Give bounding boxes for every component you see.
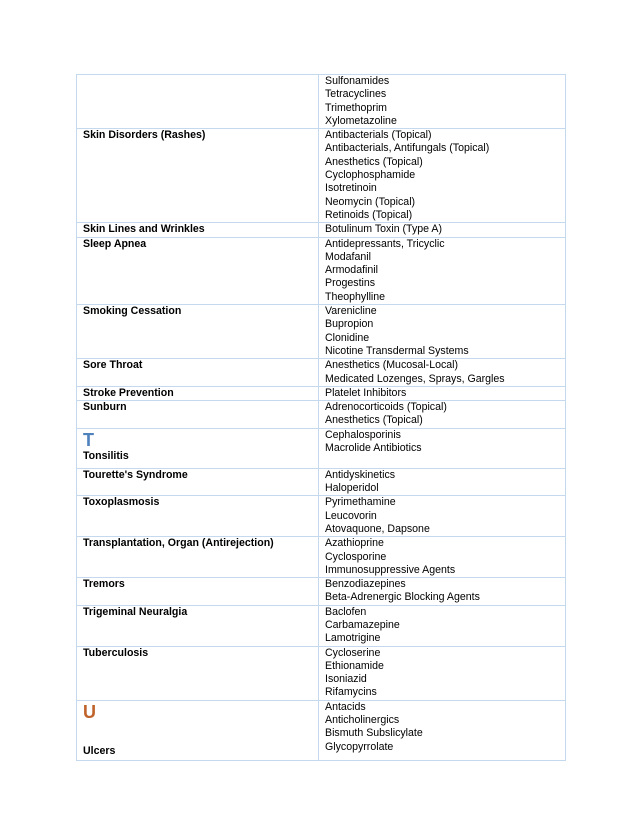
table-row (77, 129, 566, 223)
medication-item: Antidepressants, Tricyclic (325, 237, 445, 250)
medications-cell (319, 305, 566, 359)
medications-cell (319, 700, 566, 760)
table-row (77, 428, 566, 468)
condition-cell (77, 237, 319, 304)
medication-item: Beta-Adrenergic Blocking Agents (325, 591, 480, 604)
condition-cell (77, 75, 319, 129)
table-row (77, 75, 566, 129)
medication-item: Bupropion (325, 318, 374, 331)
condition-cell (77, 700, 319, 760)
condition-cell (77, 605, 319, 646)
condition-cell (77, 401, 319, 429)
condition-cell (77, 646, 319, 700)
medication-item: Isoniazid (325, 673, 367, 686)
medication-item: Retinoids (Topical) (325, 208, 413, 221)
medication-item: Glycopyrrolate (325, 740, 394, 753)
medications-cell (319, 496, 566, 537)
medication-item: Anesthetics (Topical) (325, 414, 423, 427)
medication-item: Cephalosporinis (325, 428, 401, 441)
condition-cell (77, 359, 319, 387)
medications-cell (319, 386, 566, 400)
medication-item: Armodafinil (325, 264, 378, 277)
medication-item: Azathioprine (325, 537, 384, 550)
medication-item: Medicated Lozenges, Sprays, Gargles (325, 372, 505, 385)
table-row (77, 386, 566, 400)
medication-item: Anticholinergics (325, 714, 400, 727)
medications-cell (319, 468, 566, 496)
condition-name: Transplantation, Organ (Antirejection) (83, 537, 274, 550)
table-body (77, 75, 566, 761)
medications-cell (319, 75, 566, 129)
medication-item: Adrenocorticoids (Topical) (325, 401, 447, 414)
medication-item: Bismuth Subslicylate (325, 727, 423, 740)
medications-cell (319, 428, 566, 468)
medication-item: Pyrimethamine (325, 496, 396, 509)
condition-cell (77, 305, 319, 359)
medication-item: Isotretinoin (325, 182, 377, 195)
medication-item: Botulinum Toxin (Type A) (325, 223, 442, 236)
condition-medication-table (76, 74, 566, 761)
condition-cell (77, 468, 319, 496)
condition-cell (77, 428, 319, 468)
section-letter: T (83, 429, 94, 450)
condition-name: Tuberculosis (83, 646, 149, 659)
table-row (77, 496, 566, 537)
table-row (77, 468, 566, 496)
medication-item: Leucovorin (325, 509, 377, 522)
medication-item: Neomycin (Topical) (325, 195, 416, 208)
medication-item: Anesthetics (Mucosal-Local) (325, 359, 459, 372)
medication-item: Rifamycins (325, 686, 377, 699)
medication-item: Clonidine (325, 331, 370, 344)
medication-item: Cyclosporine (325, 550, 387, 563)
medications-cell (319, 605, 566, 646)
medication-item: Atovaquone, Dapsone (325, 522, 430, 535)
table-row (77, 359, 566, 387)
condition-name: Skin Lines and Wrinkles (83, 223, 205, 236)
condition-name: Stroke Prevention (83, 386, 174, 399)
table-row (77, 401, 566, 429)
condition-name: Ulcers (83, 745, 116, 758)
condition-cell (77, 386, 319, 400)
table-row (77, 305, 566, 359)
medication-item: Varenicline (325, 305, 377, 318)
medication-item: Nicotine Transdermal Systems (325, 344, 469, 357)
medications-cell (319, 129, 566, 223)
medication-item: Sulfonamides (325, 75, 390, 87)
condition-name: Toxoplasmosis (83, 496, 160, 509)
condition-name: Sunburn (83, 401, 127, 414)
table-row (77, 237, 566, 304)
medication-item: Immunosuppressive Agents (325, 563, 456, 576)
medication-item: Antacids (325, 700, 366, 713)
condition-cell (77, 223, 319, 237)
medication-item: Ethionamide (325, 659, 384, 672)
condition-name: Trigeminal Neuralgia (83, 605, 188, 618)
section-letter: U (83, 701, 96, 722)
medications-cell (319, 578, 566, 606)
medication-item: Modafanil (325, 250, 371, 263)
condition-name: Tourette's Syndrome (83, 468, 188, 481)
medication-item: Cyclophosphamide (325, 169, 416, 182)
medication-item: Baclofen (325, 605, 367, 618)
table-row (77, 700, 566, 760)
condition-name: Tonsilitis (83, 449, 129, 462)
medications-cell (319, 223, 566, 237)
medication-item: Platelet Inhibitors (325, 386, 407, 399)
medications-cell (319, 401, 566, 429)
medication-item: Antidyskinetics (325, 468, 396, 481)
condition-name: Sleep Apnea (83, 237, 147, 250)
medication-item: Antibacterials (Topical) (325, 129, 432, 142)
table-row (77, 578, 566, 606)
table-row (77, 537, 566, 578)
condition-name: Skin Disorders (Rashes) (83, 129, 206, 142)
condition-name: Smoking Cessation (83, 305, 182, 318)
condition-name: Tremors (83, 578, 125, 591)
medications-cell (319, 237, 566, 304)
condition-cell (77, 129, 319, 223)
condition-cell (77, 496, 319, 537)
medication-item: Antibacterials, Antifungals (Topical) (325, 142, 490, 155)
medication-item: Theophylline (325, 290, 386, 303)
medications-cell (319, 359, 566, 387)
condition-cell (77, 578, 319, 606)
medication-item: Anesthetics (Topical) (325, 155, 423, 168)
table-row (77, 605, 566, 646)
medication-item: Progestins (325, 277, 376, 290)
medication-item: Cycloserine (325, 646, 381, 659)
medication-item: Tetracyclines (325, 88, 387, 101)
medication-item: Haloperidol (325, 482, 379, 495)
table-row (77, 223, 566, 237)
condition-name: Sore Throat (83, 359, 143, 372)
medications-cell (319, 537, 566, 578)
medication-item: Lamotrigine (325, 632, 381, 645)
condition-cell (77, 537, 319, 578)
medications-cell (319, 646, 566, 700)
medication-item: Macrolide Antibiotics (325, 442, 422, 455)
medication-item: Carbamazepine (325, 618, 400, 631)
medication-item: Trimethoprim (325, 101, 388, 114)
medication-item: Xylometazoline (325, 114, 397, 127)
medication-item: Benzodiazepines (325, 578, 406, 591)
table-row (77, 646, 566, 700)
